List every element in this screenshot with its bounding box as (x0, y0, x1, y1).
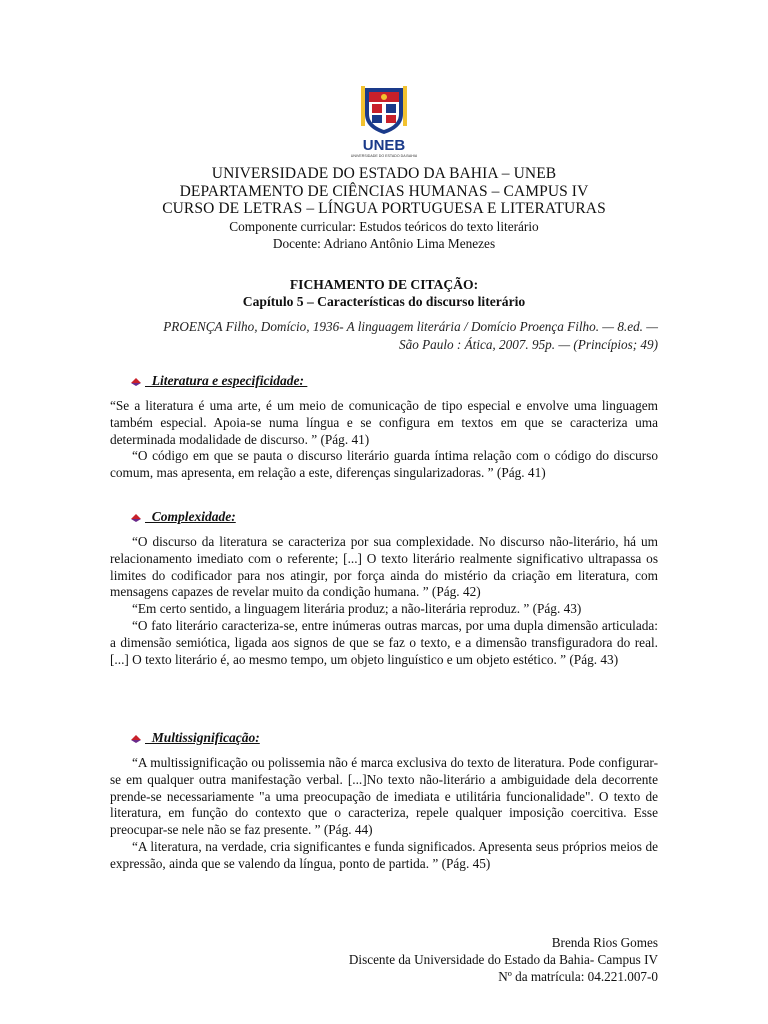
header-component: Componente curricular: Estudos teóricos do texto literário (229, 218, 539, 234)
citation-paragraph: “Se a literatura é uma arte, é um meio de comunicação de tipo especial e envolve uma linguagem também especial. Apoia-se numa língua e se configura em textos em que se caracteriza uma determinada modalidade de discurso. ” (Pág. 41) (110, 398, 658, 447)
citation-paragraph: “A literatura, na verdade, cria significantes e funda significados. Apresenta seus próprios meios de expressão, ainda que se valendo da língua, ponto de partida. ” (Pág. 45) (110, 838, 658, 871)
author-signature (258, 935, 658, 985)
citation-paragraph: “O código em que se pauta o discurso literário guarda íntima relação com o código do discurso comum, mas apresenta, em relação a este, diferenças singularizadoras. ” (Pág. 41) (110, 448, 658, 481)
section-multissignificacao (110, 729, 658, 873)
citation-paragraph: “A multissignificação ou polissemia não é marca exclusiva do texto de literatura. Pode configurar-se em qualquer outra manifestação verbal. [...]No texto não-literário a ambiguidade dela decorrente prende-se necessariamente "a uma preocupação de imediata e utilitária funcionalidade". O texto de literatura, em função do contexto que o caracteriza, repele qualquer imposição coercitiva. Esse preocupar-se nele não se faz presente. ” (Pág. 44) (110, 755, 658, 838)
author-role: Discente da Universidade do Estado da Bahia- Campus IV (348, 951, 658, 967)
document-title (110, 276, 658, 311)
section-heading (130, 508, 658, 526)
bibliographic-reference (110, 318, 658, 354)
uneb-logo (351, 84, 417, 164)
section-heading (130, 372, 658, 390)
reference-line-1: PROENÇA Filho, Domício, 1936- A linguagem literária / Domício Proença Filho. — 8.ed. — (163, 319, 658, 334)
title-chapter: Capítulo 5 – Características do discurso literário (242, 294, 526, 309)
section-complexidade (110, 508, 658, 668)
bullet-arrow-icon (130, 511, 142, 523)
header-teacher: Docente: Adriano Antônio Lima Menezes (272, 235, 496, 251)
title-main: FICHAMENTO DE CITAÇÃO: (289, 277, 479, 292)
institution-header (110, 165, 658, 252)
svg-text:UNEB: UNEB (362, 137, 406, 154)
svg-text:UNIVERSIDADE DO ESTADO DA BAHI: UNIVERSIDADE DO ESTADO DA BAHIA (351, 154, 417, 158)
header-course: CURSO DE LETRAS – LÍNGUA PORTUGUESA E LITERATURAS (162, 200, 606, 218)
citation-paragraph: “Em certo sentido, a linguagem literária produz; a não-literária reproduz. ” (Pág. 43) (132, 601, 582, 617)
reference-line-2: São Paulo : Ática, 2007. 95p. — (Princípios; 49) (399, 337, 658, 352)
citation-paragraph: “O fato literário caracteriza-se, entre inúmeras outras marcas, por uma dupla dimensão articulada: a dimensão semiótica, ligada aos signos de que se faz o texto, e a dimensão transfiguradora do real. [...] O texto literário é, ao mesmo tempo, um objeto linguístico e um objeto estético. ” (Pág. 43) (110, 617, 658, 667)
section-heading-label: Literatura e especificidade: (145, 373, 308, 388)
bullet-arrow-icon (130, 732, 142, 744)
section-heading-label: Multissignificação: (145, 730, 260, 745)
citation-paragraph: “O discurso da literatura se caracteriza por sua complexidade. No discurso não-literário, há um relacionamento imediato com o referente; [...] O texto literário realmente significativo ultrapassa os limites do codificador para nos atingir, por força ainda do mistério da criação em literatura, com mensagens capazes de revelar muito da condição humana. ” (Pág. 42) (110, 534, 658, 600)
author-name: Brenda Rios Gomes (551, 935, 658, 950)
section-heading-label: Complexidade: (145, 509, 236, 524)
header-university: UNIVERSIDADE DO ESTADO DA BAHIA – UNEB (211, 165, 557, 182)
bullet-arrow-icon (130, 375, 142, 387)
section-heading (130, 729, 658, 747)
header-department: DEPARTAMENTO DE CIÊNCIAS HUMANAS – CAMPUS IV (179, 182, 589, 200)
author-registration: Nº da matrícula: 04.221.007-0 (498, 968, 658, 984)
section-literatura (110, 372, 658, 482)
